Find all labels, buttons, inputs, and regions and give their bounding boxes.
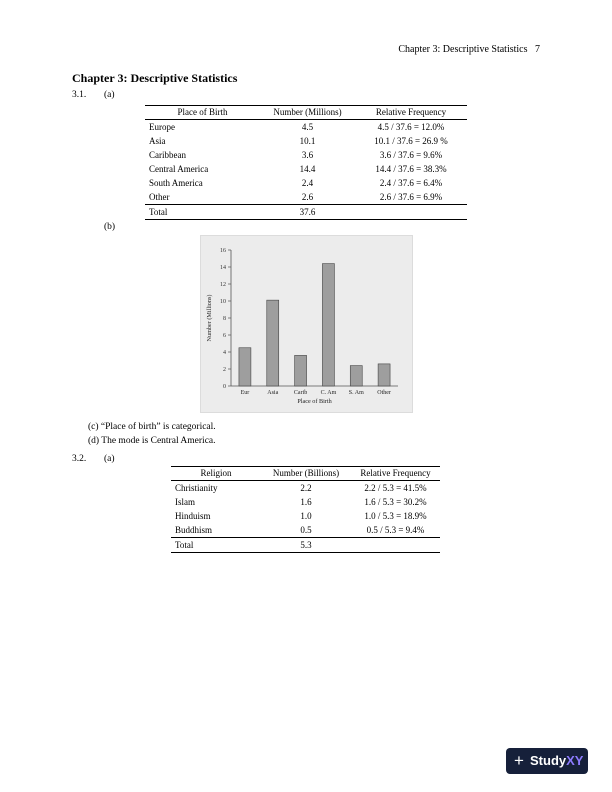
cell-relative: 0.5 / 5.3 = 9.4%: [366, 525, 425, 535]
cell-place: Other: [149, 192, 170, 202]
bar-chart-frame: [200, 235, 413, 413]
cell-relative: 10.1 / 37.6 = 26.9 %: [374, 136, 448, 146]
header-religion: Religion: [171, 467, 261, 481]
chapter-title: Chapter 3: Descriptive Statistics: [72, 71, 238, 85]
cell-number: 10.1: [299, 136, 316, 146]
header-relative-frequency: Relative Frequency: [355, 106, 467, 120]
y-tick-label: 8: [223, 316, 226, 322]
religion-table: [171, 466, 440, 553]
total-number: 37.6: [260, 205, 355, 220]
part-d-text: (d) The mode is Central America.: [88, 436, 216, 446]
cell-relative: 2.4 / 37.6 = 6.4%: [379, 178, 443, 188]
header-place-of-birth: Place of Birth: [145, 106, 260, 120]
total-number: 5.3: [261, 538, 351, 553]
total-row: [171, 538, 440, 553]
cell-relative: 14.4 / 37.6 = 38.3%: [375, 164, 447, 174]
cell-place: Central America: [149, 164, 209, 174]
cell-religion: Islam: [175, 497, 195, 507]
cell-number: 2.4: [301, 178, 314, 188]
cell-number: 2.6: [301, 192, 314, 202]
x-tick-label: Carib: [293, 390, 308, 396]
cell-relative: 3.6 / 37.6 = 9.6%: [379, 150, 443, 160]
table-row: [171, 509, 440, 523]
cell-religion: Christianity: [175, 483, 218, 493]
cell-place: Caribbean: [149, 150, 186, 160]
bar-chart: [201, 236, 414, 414]
cell-number: 3.6: [301, 150, 314, 160]
cell-relative: 2.2 / 5.3 = 41.5%: [364, 483, 427, 493]
y-axis-title: Number (Millions): [206, 294, 213, 342]
cell-relative: 2.6 / 37.6 = 6.9%: [379, 192, 443, 202]
running-head: Chapter 3: Descriptive Statistics 7: [398, 44, 540, 55]
part-a-label: (a): [104, 90, 115, 100]
x-tick-label: Asia: [267, 390, 279, 396]
problem-number-3-1: 3.1.: [72, 90, 87, 100]
header-relative-frequency: Relative Frequency: [351, 467, 440, 481]
y-tick-label: 2: [223, 367, 226, 373]
cell-relative: 1.0 / 5.3 = 18.9%: [364, 511, 427, 521]
bar: [267, 300, 279, 386]
x-tick-label: Other: [377, 390, 391, 396]
table-row: [145, 176, 467, 190]
total-label: Total: [171, 538, 261, 553]
header-number: Number (Billions): [261, 467, 351, 481]
cell-place: Asia: [149, 136, 166, 146]
table-row: [145, 190, 467, 205]
cell-number: 1.6: [300, 497, 312, 507]
cell-number: 4.5: [301, 122, 314, 132]
y-tick-label: 14: [220, 265, 226, 271]
total-row: [145, 205, 467, 220]
table-row: [171, 481, 440, 496]
cell-place: Europe: [149, 122, 175, 132]
table-row: [145, 134, 467, 148]
cell-place: South America: [149, 178, 203, 188]
part-b-label: (b): [104, 222, 116, 232]
total-label: Total: [145, 205, 260, 220]
cell-religion: Buddhism: [175, 525, 213, 535]
x-tick-label: Eur: [240, 390, 250, 396]
y-tick-label: 16: [220, 248, 226, 254]
table-row: [171, 495, 440, 509]
cell-number: 0.5: [300, 525, 312, 535]
table-row: [145, 162, 467, 176]
x-tick-label: C. Am: [320, 390, 337, 396]
part-c-text: (c) “Place of birth” is categorical.: [88, 422, 216, 432]
table-row: [145, 148, 467, 162]
studyx-logo[interactable]: [506, 748, 588, 774]
header-number: Number (Millions): [260, 106, 355, 120]
cell-number: 1.0: [300, 511, 312, 521]
birthplace-table: [145, 105, 467, 220]
cell-religion: Hinduism: [175, 511, 211, 521]
bar: [350, 366, 362, 386]
logo-text: StudyXY: [530, 753, 584, 768]
y-tick-label: 6: [223, 333, 226, 339]
x-axis-title: Place of Birth: [297, 398, 332, 405]
bar: [239, 348, 251, 386]
problem-number-3-2: 3.2.: [72, 454, 87, 464]
y-tick-label: 10: [220, 299, 226, 305]
y-tick-label: 0: [223, 384, 226, 390]
y-tick-label: 4: [223, 350, 226, 356]
cell-number: 14.4: [299, 164, 316, 174]
table-row: [145, 120, 467, 135]
y-tick-label: 12: [220, 282, 226, 288]
bar: [378, 364, 390, 386]
cell-relative: 4.5 / 37.6 = 12.0%: [377, 122, 445, 132]
part-a-label-3-2: (a): [104, 454, 115, 464]
bar: [295, 355, 307, 386]
cell-relative: 1.6 / 5.3 = 30.2%: [364, 497, 427, 507]
table-row: [171, 523, 440, 538]
bar: [322, 264, 334, 386]
cell-number: 2.2: [300, 483, 312, 493]
plus-icon: +: [514, 751, 524, 770]
x-tick-label: S. Am: [348, 390, 364, 396]
